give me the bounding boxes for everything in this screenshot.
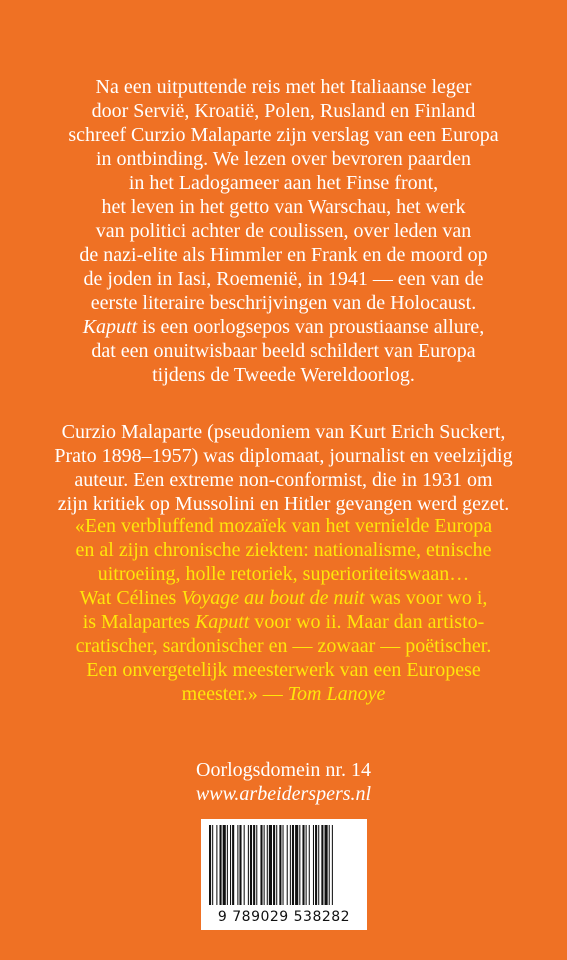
bio-line: Curzio Malaparte (pseudoniem van Kurt Erich Suckert, <box>61 421 506 443</box>
description-line-rest: is een oorlogsepos van proustiaanse allure, <box>137 316 485 338</box>
barcode-bar <box>232 825 234 905</box>
description-line: eerste literaire beschrijvingen van de Holocaust. <box>90 292 477 314</box>
description-line: door Servië, Kroatië, Polen, Rusland en Finland <box>91 100 476 122</box>
description-line: in het Ladogameer aan het Finse front, <box>128 172 439 194</box>
quote-line <box>40 682 527 706</box>
barcode-bar <box>283 825 284 905</box>
barcode-bar <box>290 825 291 905</box>
barcode-bars <box>201 819 367 911</box>
barcode-bar <box>309 825 310 905</box>
quote-line: uitroeiing, holle retoriek, superioriteitswaan… <box>97 563 470 585</box>
quote-line: «Een verbluffend mozaïek van het vernielde Europa <box>74 515 493 537</box>
book-description <box>40 75 527 387</box>
barcode-bar <box>292 825 294 905</box>
barcode-bar <box>279 825 281 905</box>
barcode-bar <box>212 825 213 905</box>
description-line: tijdens de Tweede Wereldoorlog. <box>152 364 415 386</box>
barcode-bar <box>315 825 317 905</box>
isbn-number: 9 789029 538282 <box>217 909 351 925</box>
quote-line: cratischer, sardonischer en — zowaar — poëtischer. <box>75 635 492 657</box>
barcode-bar <box>256 825 257 905</box>
description-line <box>40 315 527 339</box>
series-info <box>40 758 527 806</box>
bio-line: Prato 1898–1957) was diplomaat, journalist en veelzijdig <box>54 445 513 467</box>
quote-text: was voor wo i, <box>364 587 488 609</box>
description-line: schreef Curzio Malaparte zijn verslag van een Europa <box>68 124 499 146</box>
publisher-url[interactable]: www.arbeiderspers.nl <box>195 783 372 805</box>
barcode-bar <box>227 825 228 905</box>
book-title-kaputt: Kaputt <box>194 611 250 633</box>
barcode-bar <box>313 825 314 905</box>
barcode-bar <box>250 825 252 905</box>
barcode-bar <box>260 825 262 905</box>
description-line: dat een onuitwisbaar beeld schildert van Europa <box>91 340 476 362</box>
book-title-kaputt: Kaputt <box>82 316 138 338</box>
description-line: Na een uitputtende reis met het Italiaanse leger <box>95 76 472 98</box>
barcode-bar <box>332 825 333 905</box>
quote-line: Een onvergetelijk meesterwerk van een Europese <box>86 659 481 681</box>
book-title-voyage: Voyage au bout de nuit <box>181 587 365 609</box>
description-line: de joden in Iasi, Roemenië, in 1941 — een van de <box>83 268 484 290</box>
barcode-bar <box>273 825 275 905</box>
barcode-bar <box>223 825 226 905</box>
barcode-bar <box>325 825 328 905</box>
quote-author: Tom Lanoye <box>287 683 386 705</box>
barcode-bar <box>269 825 272 905</box>
quote-text: is Malapartes <box>82 611 195 633</box>
barcode-bar <box>267 825 268 905</box>
barcode-bar <box>295 825 298 905</box>
barcode-bar <box>329 825 330 905</box>
barcode-bar <box>276 825 277 905</box>
barcode-bar <box>237 825 238 905</box>
quote-text: Wat Célines <box>79 587 182 609</box>
quote-line <box>40 610 527 634</box>
quote-line <box>40 586 527 610</box>
barcode-bar <box>244 825 245 905</box>
barcode-bar <box>299 825 300 905</box>
barcode-bar <box>321 825 323 905</box>
barcode-bar <box>230 825 231 905</box>
quote-text: voor wo ii. Maar dan artisto- <box>249 611 485 633</box>
description-line: de nazi-elite als Himmler en Frank en de moord op <box>79 244 488 266</box>
barcode-bar <box>287 825 288 905</box>
description-line: van politici achter de coulissen, over leden van <box>95 220 472 242</box>
barcode-bar <box>253 825 255 905</box>
barcode-bar <box>318 825 319 905</box>
quote-line: en al zijn chronische ziekten: nationalisme, etnische <box>75 539 492 561</box>
series-label: Oorlogsdomein nr. 14 <box>196 759 371 781</box>
author-bio <box>40 420 527 516</box>
review-quote <box>40 514 527 706</box>
barcode-bar <box>248 825 249 905</box>
bio-line: auteur. Een extreme non-conformist, die in 1931 om <box>74 469 493 491</box>
barcode-bar <box>216 825 217 905</box>
barcode-bar <box>220 825 222 905</box>
barcode-bar <box>306 825 307 905</box>
description-line: in ontbinding. We lezen over bevroren paarden <box>95 148 472 170</box>
bio-line: zijn kritiek op Mussolini en Hitler gevangen werd gezet. <box>57 493 510 515</box>
quote-text: meester.» — <box>181 683 288 705</box>
isbn-barcode <box>201 819 367 930</box>
barcode-bar <box>239 825 241 905</box>
barcode-bar <box>302 825 304 905</box>
barcode-bar <box>209 825 211 905</box>
barcode-bar <box>264 825 265 905</box>
description-line: het leven in het getto van Warschau, het werk <box>101 196 466 218</box>
